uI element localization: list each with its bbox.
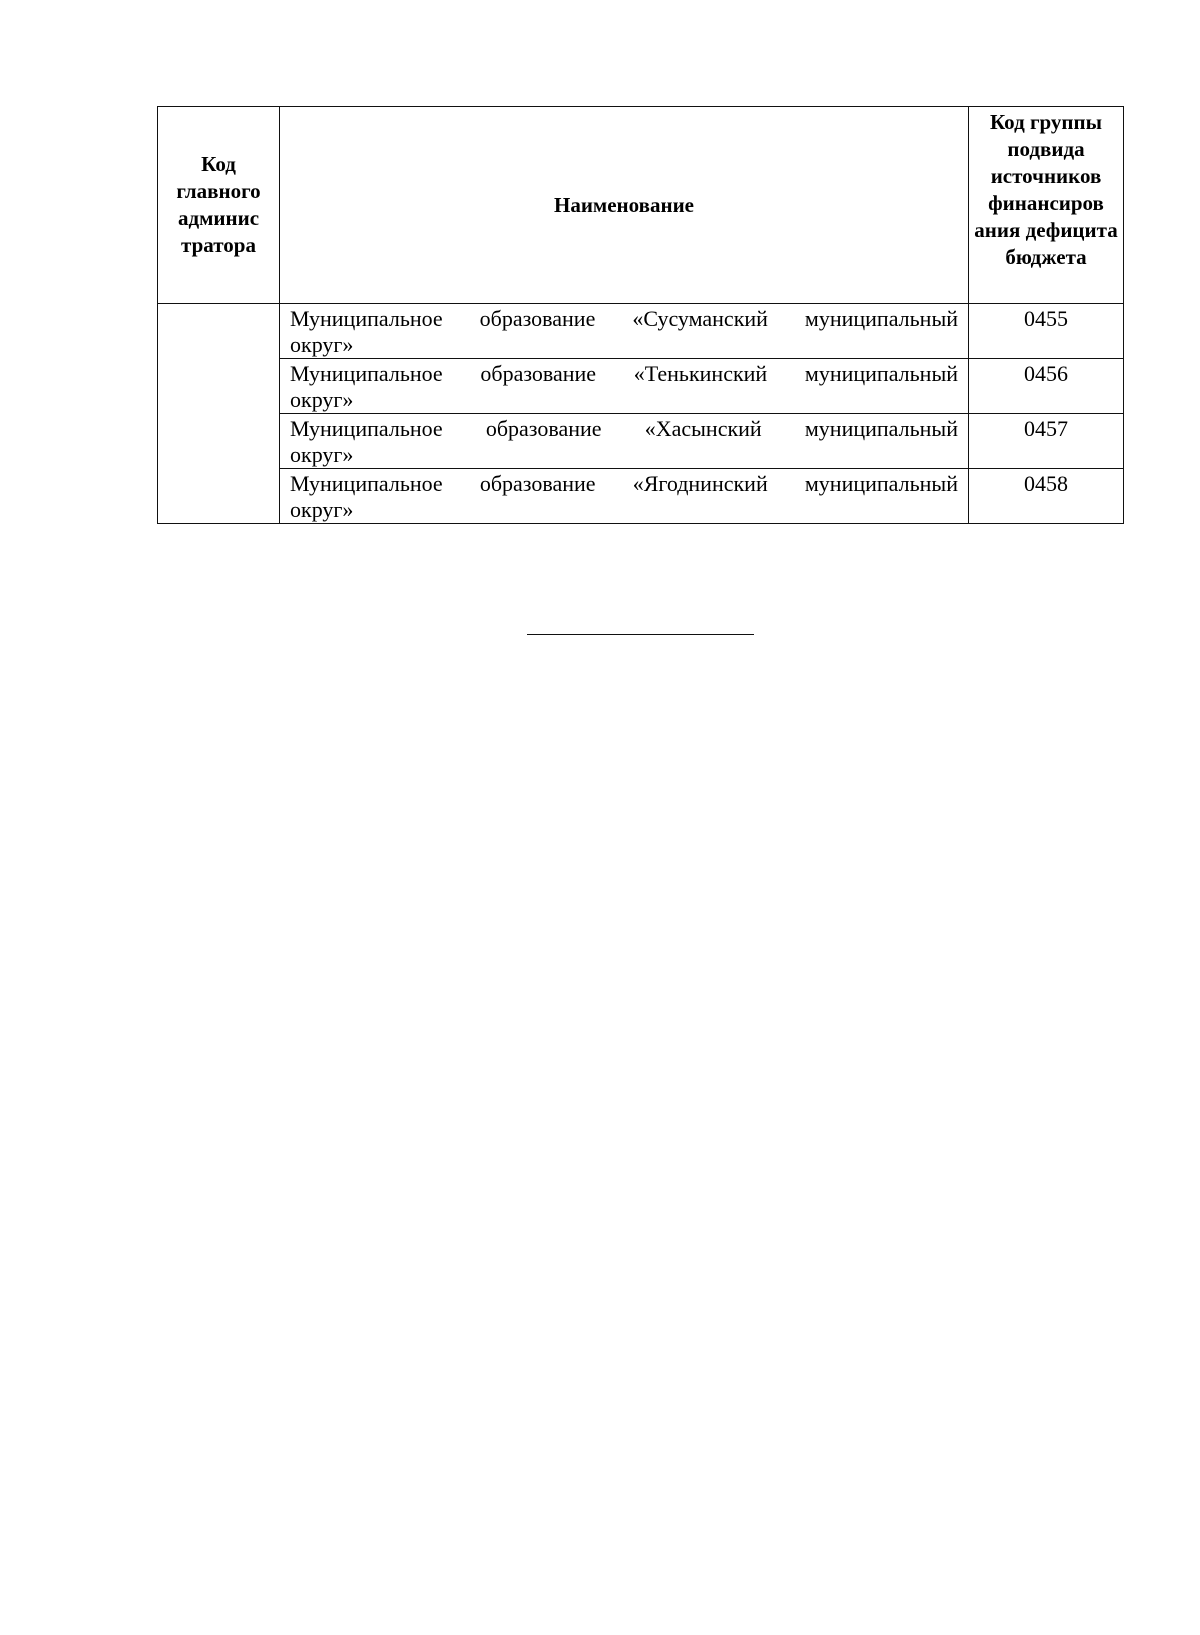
- name-word: «Тенькинский: [633, 361, 768, 386]
- table-row: [158, 469, 1124, 524]
- name-word: образование: [485, 416, 602, 441]
- name-line-2: округ»: [290, 332, 354, 357]
- financing-sources-table: [157, 106, 1124, 524]
- group-code-cell: 0456: [969, 359, 1124, 414]
- name-line-1: [290, 471, 958, 497]
- name-line-2: округ»: [290, 442, 354, 467]
- name-word: муниципальный: [804, 471, 958, 496]
- name-cell: [280, 304, 969, 359]
- table-row: [158, 304, 1124, 359]
- name-cell: [280, 359, 969, 414]
- name-word: «Хасынский: [644, 416, 762, 441]
- name-line-1: [290, 361, 958, 387]
- group-code-cell: 0457: [969, 414, 1124, 469]
- header-group-code: Код группы подвида источников финансиров ания дефицита бюджета: [969, 107, 1124, 304]
- name-word: Муниципальное: [290, 361, 443, 386]
- name-cell: [280, 469, 969, 524]
- group-code-cell: 0455: [969, 304, 1124, 359]
- name-line-2: округ»: [290, 387, 354, 412]
- name-word: образование: [479, 306, 596, 331]
- name-word: муниципальный: [804, 416, 958, 441]
- name-word: Муниципальное: [290, 416, 443, 441]
- header-name: Наименование: [280, 107, 969, 304]
- table-row: [158, 414, 1124, 469]
- name-cell: [280, 414, 969, 469]
- name-word: Муниципальное: [290, 471, 443, 496]
- name-word: «Сусуманский: [632, 306, 768, 331]
- name-word: муниципальный: [804, 361, 958, 386]
- table-row: [158, 359, 1124, 414]
- name-word: муниципальный: [804, 306, 958, 331]
- group-code-cell: 0458: [969, 469, 1124, 524]
- name-word: «Ягоднинский: [632, 471, 768, 496]
- name-line-1: [290, 416, 958, 442]
- name-word: образование: [480, 361, 597, 386]
- closing-divider-line: [527, 634, 754, 635]
- table-header-row: [158, 107, 1124, 304]
- name-line-2: округ»: [290, 497, 354, 522]
- header-admin-code: Код главного админис тратора: [158, 107, 280, 304]
- name-word: образование: [479, 471, 596, 496]
- name-line-1: [290, 306, 958, 332]
- admin-code-cell: [158, 304, 280, 524]
- name-word: Муниципальное: [290, 306, 443, 331]
